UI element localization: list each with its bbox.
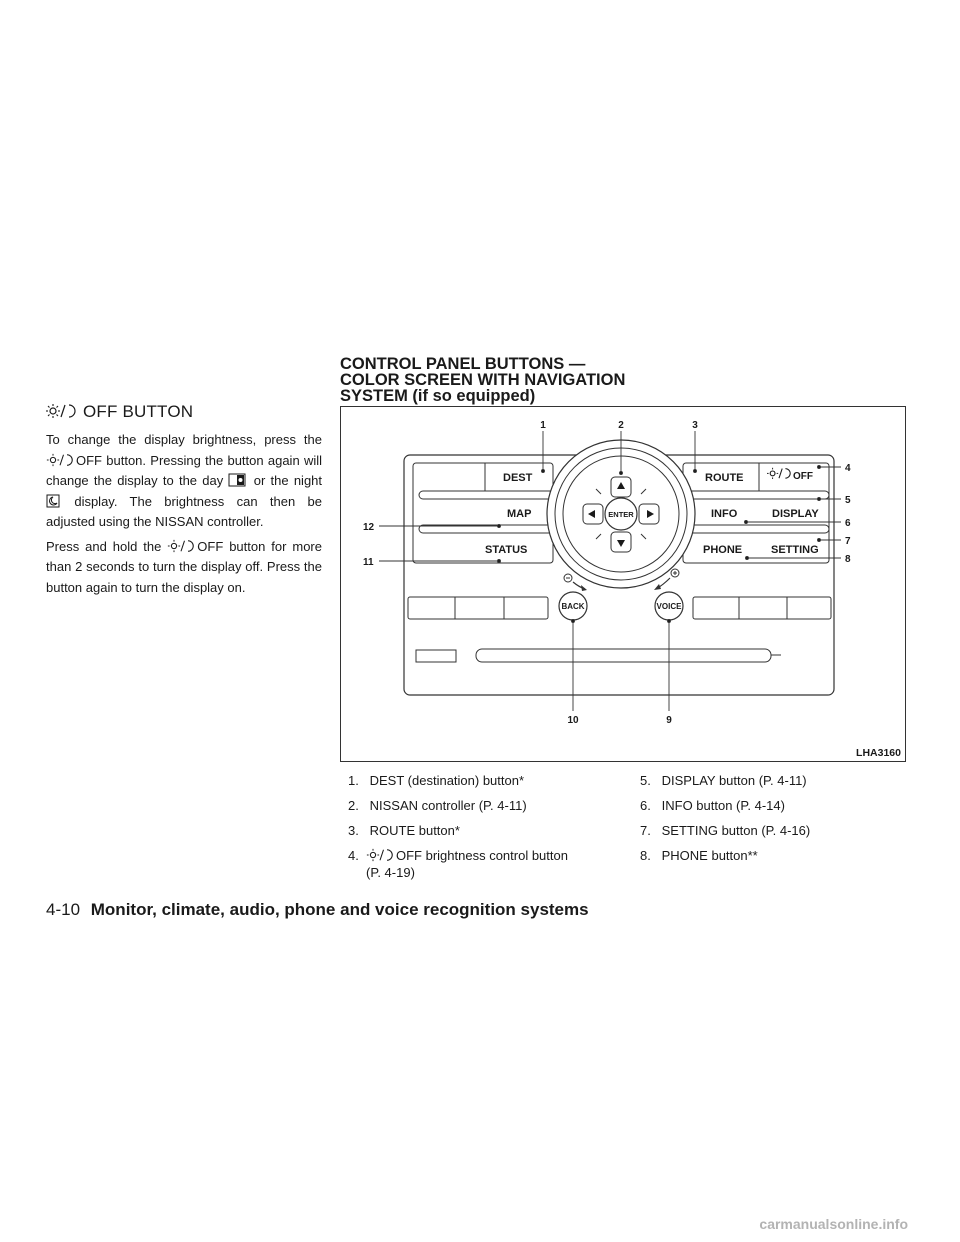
sun-moon-icon bbox=[46, 453, 74, 467]
para1-text-3: or the night bbox=[248, 473, 323, 488]
callout-8: 8 bbox=[845, 554, 851, 565]
list-item bbox=[348, 822, 598, 839]
sun-moon-icon bbox=[46, 403, 76, 419]
heading-line-3: SYSTEM (if so equipped) bbox=[340, 387, 536, 405]
item-number: 3. bbox=[348, 823, 359, 838]
legend-list-left bbox=[348, 772, 598, 881]
paragraph-2 bbox=[46, 537, 322, 599]
item-text: DEST (destination) button* bbox=[369, 773, 525, 788]
info-button[interactable]: INFO bbox=[711, 508, 738, 520]
callout-11: 11 bbox=[363, 557, 374, 568]
chapter-title: Monitor, climate, audio, phone and voice recognition systems bbox=[90, 900, 589, 919]
dest-button[interactable]: DEST bbox=[503, 472, 533, 484]
callout-5: 5 bbox=[845, 495, 851, 506]
section-heading-off-button bbox=[46, 402, 193, 422]
display-button[interactable]: DISPLAY bbox=[772, 508, 819, 520]
callout-4: 4 bbox=[845, 463, 851, 474]
control-panel-illustration bbox=[341, 407, 905, 761]
heading-text: OFF BUTTON bbox=[82, 402, 194, 421]
legend-list-right bbox=[640, 772, 890, 872]
list-item bbox=[348, 797, 598, 814]
list-item bbox=[348, 772, 598, 789]
item-continuation: (P. 4-19) bbox=[366, 865, 415, 880]
off-button-description bbox=[46, 430, 322, 602]
item-number: 1. bbox=[348, 773, 359, 788]
back-button[interactable]: BACK bbox=[561, 602, 585, 611]
page-footer bbox=[46, 900, 589, 920]
heading-line-2: COLOR SCREEN WITH NAVIGATION bbox=[340, 371, 626, 389]
item-number: 6. bbox=[640, 798, 651, 813]
para1-text-1: To change the display brightness, press the bbox=[46, 432, 322, 447]
page-number: 4-10 bbox=[46, 900, 81, 919]
callout-7: 7 bbox=[845, 536, 851, 547]
route-button[interactable]: ROUTE bbox=[705, 472, 744, 484]
item-number: 8. bbox=[640, 848, 651, 863]
phone-button[interactable]: PHONE bbox=[703, 544, 743, 556]
list-item bbox=[348, 847, 598, 881]
enter-button[interactable]: ENTER bbox=[608, 510, 634, 519]
control-panel-heading bbox=[340, 356, 625, 404]
voice-button[interactable]: VOICE bbox=[656, 602, 682, 611]
item-text: DISPLAY button (P. 4-11) bbox=[661, 773, 807, 788]
item-number: 2. bbox=[348, 798, 359, 813]
watermark: carmanualsonline.info bbox=[759, 1216, 908, 1232]
list-item bbox=[640, 822, 890, 839]
paragraph-1 bbox=[46, 430, 322, 533]
figure-code: LHA3160 bbox=[856, 747, 901, 759]
callout-3: 3 bbox=[692, 420, 698, 431]
map-button[interactable]: MAP bbox=[507, 508, 532, 520]
para2-text-1: Press and hold the bbox=[46, 538, 168, 554]
list-item bbox=[640, 847, 890, 864]
control-panel-figure bbox=[340, 406, 906, 762]
sun-moon-icon bbox=[767, 468, 790, 479]
heading-line-1: CONTROL PANEL BUTTONS — bbox=[340, 355, 586, 373]
item-text: PHONE button** bbox=[661, 848, 758, 863]
item-number: 7. bbox=[640, 823, 651, 838]
item-text: NISSAN controller (P. 4-11) bbox=[369, 798, 527, 813]
setting-button[interactable]: SETTING bbox=[771, 544, 819, 556]
item-text: INFO button (P. 4-14) bbox=[661, 798, 785, 813]
item-text: OFF brightness control button bbox=[396, 848, 568, 863]
item-text: SETTING button (P. 4-16) bbox=[661, 823, 811, 838]
off-button[interactable]: OFF bbox=[793, 471, 813, 482]
day-display-icon bbox=[228, 473, 246, 487]
callout-1: 1 bbox=[540, 420, 546, 431]
callout-10: 10 bbox=[567, 715, 579, 726]
sun-moon-icon bbox=[366, 848, 394, 862]
para1-text-4: display. The brightness can then be adjusted using the NISSAN controller. bbox=[46, 493, 322, 529]
para2-text-2: OFF button for more than 2 seconds to turn the display off. Press the button again to turn the display on. bbox=[46, 538, 322, 595]
callout-2: 2 bbox=[618, 420, 624, 431]
item-text: ROUTE button* bbox=[369, 823, 460, 838]
callout-12: 12 bbox=[363, 522, 375, 533]
sun-moon-icon bbox=[167, 539, 195, 553]
list-item bbox=[640, 797, 890, 814]
item-number: 5. bbox=[640, 773, 651, 788]
night-display-icon bbox=[46, 494, 60, 508]
callout-6: 6 bbox=[845, 518, 851, 529]
list-item bbox=[640, 772, 890, 789]
item-number: 4. bbox=[348, 848, 359, 863]
para1-text-2: OFF button. Pressing the button again will change the display to the day bbox=[46, 452, 322, 488]
callout-9: 9 bbox=[666, 715, 672, 726]
status-button[interactable]: STATUS bbox=[485, 544, 528, 556]
